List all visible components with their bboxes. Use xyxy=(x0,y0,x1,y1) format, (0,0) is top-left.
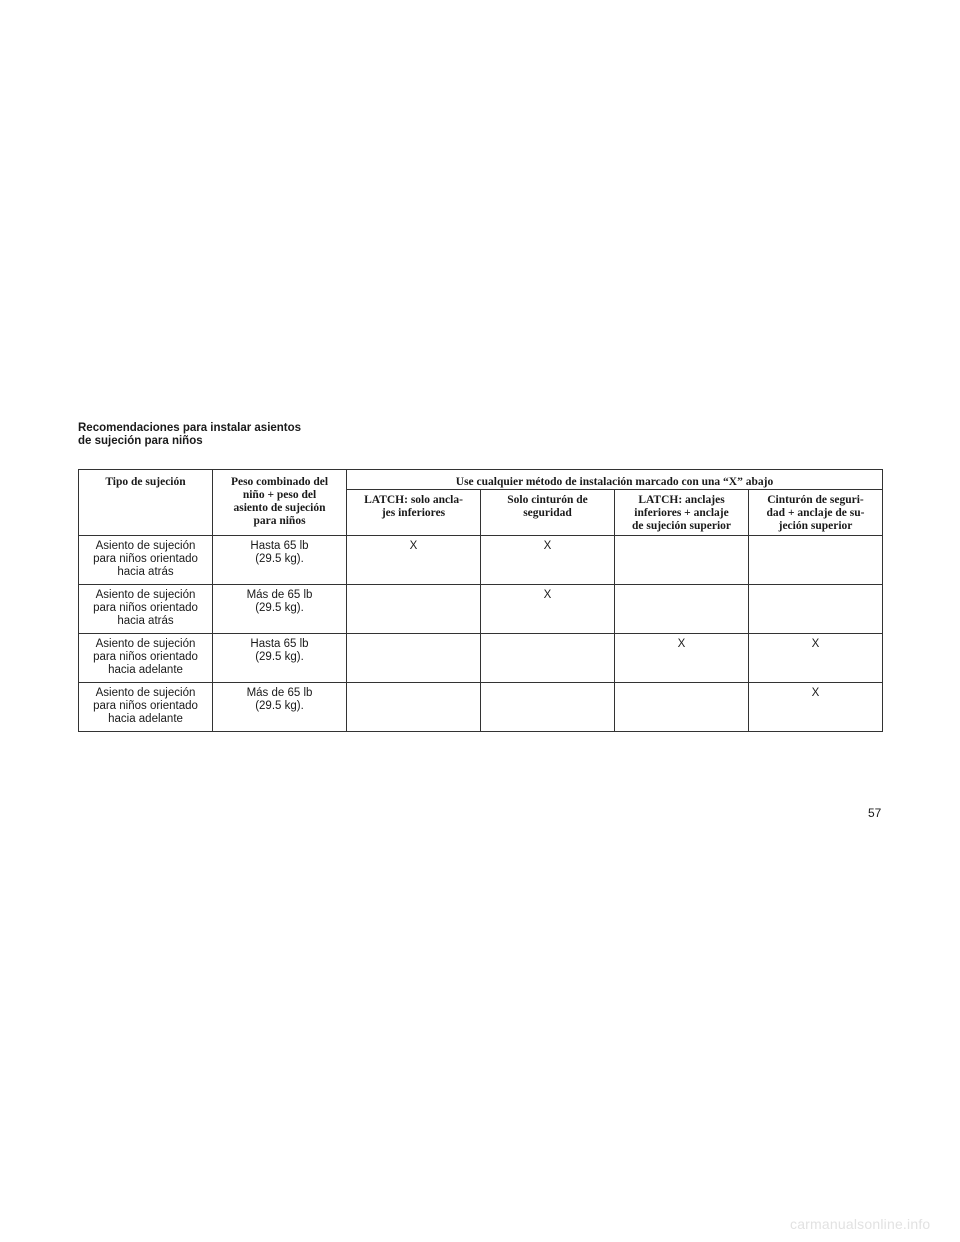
header-method-latch-lower-anchors: LATCH: solo ancla- jes inferiores xyxy=(347,490,481,536)
restraint-type-cell: Asiento de sujeción para niños orientado hacia adelante xyxy=(79,683,213,732)
section-title-line: Recomendaciones para instalar asientos xyxy=(78,422,302,434)
installation-recommendations-table xyxy=(78,469,883,732)
mark-cell: X xyxy=(749,634,883,683)
table-row xyxy=(79,634,883,683)
header-method-belt-plus-tether: Cinturón de seguri- dad + anclaje de su- jeción superior xyxy=(749,490,883,536)
header-combined-weight: Peso combinado del niño + peso del asiento de sujeción para niños xyxy=(213,470,347,536)
page-number: 57 xyxy=(868,806,882,820)
table-row xyxy=(79,536,883,585)
watermark: carmanualsonline.info xyxy=(790,1216,931,1232)
mark-cell xyxy=(347,634,481,683)
mark-cell xyxy=(481,634,615,683)
weight-cell: Hasta 65 lb (29.5 kg). xyxy=(213,634,347,683)
restraint-type-cell: Asiento de sujeción para niños orientado hacia atrás xyxy=(79,536,213,585)
restraint-type-cell: Asiento de sujeción para niños orientado hacia adelante xyxy=(79,634,213,683)
mark-cell: X xyxy=(749,683,883,732)
section-title-line: de sujeción para niños xyxy=(78,435,203,447)
weight-cell: Más de 65 lb (29.5 kg). xyxy=(213,683,347,732)
section-title xyxy=(78,422,301,448)
header-restraint-type: Tipo de sujeción xyxy=(79,470,213,536)
header-method-seat-belt-only: Solo cinturón de seguridad xyxy=(481,490,615,536)
mark-cell xyxy=(749,536,883,585)
mark-cell xyxy=(615,683,749,732)
mark-cell xyxy=(615,536,749,585)
mark-cell xyxy=(749,585,883,634)
restraint-type-cell: Asiento de sujeción para niños orientado hacia atrás xyxy=(79,585,213,634)
table-row xyxy=(79,683,883,732)
mark-cell xyxy=(481,683,615,732)
header-installation-methods: Use cualquier método de instalación marcado con una “X” abajo xyxy=(347,470,883,490)
mark-cell: X xyxy=(481,585,615,634)
mark-cell: X xyxy=(481,536,615,585)
mark-cell: X xyxy=(347,536,481,585)
mark-cell xyxy=(347,683,481,732)
mark-cell xyxy=(347,585,481,634)
table-row xyxy=(79,585,883,634)
header-method-latch-plus-tether: LATCH: anclajes inferiores + anclaje de sujeción superior xyxy=(615,490,749,536)
mark-cell: X xyxy=(615,634,749,683)
weight-cell: Hasta 65 lb (29.5 kg). xyxy=(213,536,347,585)
weight-cell: Más de 65 lb (29.5 kg). xyxy=(213,585,347,634)
mark-cell xyxy=(615,585,749,634)
